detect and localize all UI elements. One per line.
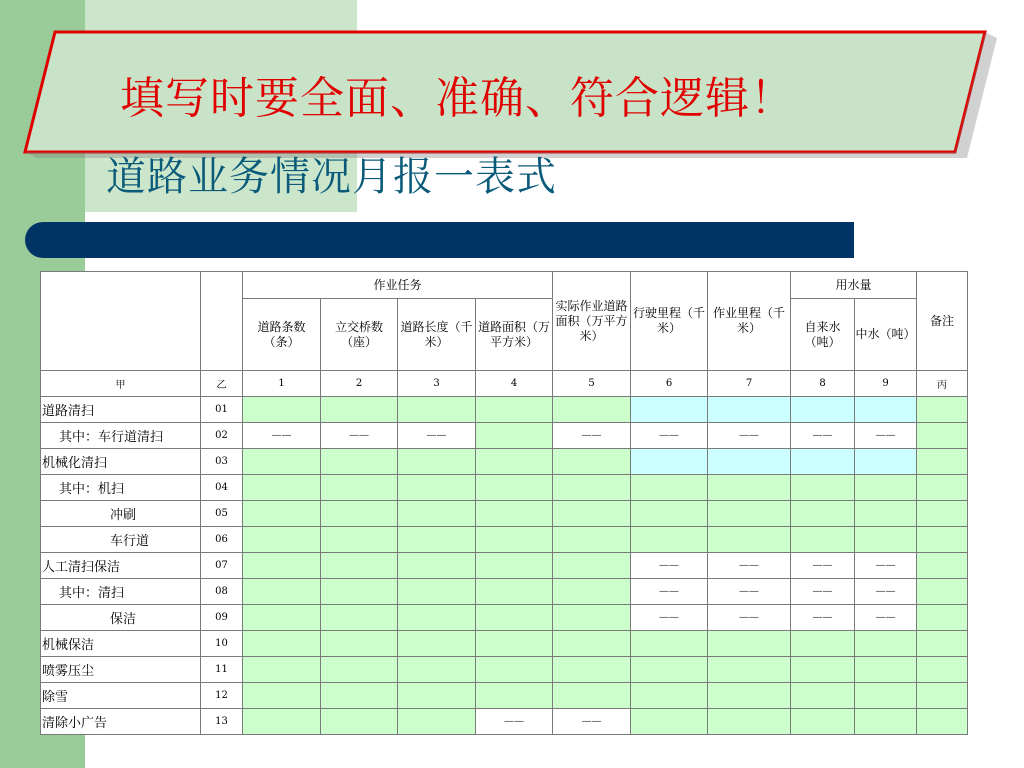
row-name: 保洁 bbox=[41, 605, 201, 631]
input-cell[interactable] bbox=[708, 631, 791, 657]
input-cell[interactable] bbox=[631, 657, 708, 683]
input-cell[interactable] bbox=[243, 475, 321, 501]
input-cell[interactable] bbox=[243, 631, 321, 657]
input-cell[interactable] bbox=[631, 709, 708, 735]
input-cell[interactable] bbox=[553, 631, 631, 657]
input-cell[interactable] bbox=[321, 397, 398, 423]
input-cell[interactable] bbox=[476, 449, 553, 475]
row-name: 道路清扫 bbox=[41, 397, 201, 423]
dash-cell[interactable]: —— bbox=[791, 605, 855, 631]
dash-cell[interactable]: —— bbox=[855, 579, 917, 605]
input-cell[interactable] bbox=[243, 397, 321, 423]
input-cell[interactable] bbox=[631, 527, 708, 553]
row-code: 05 bbox=[201, 501, 243, 527]
row-name: 机械化清扫 bbox=[41, 449, 201, 475]
input-cell[interactable] bbox=[855, 683, 917, 709]
input-cell[interactable] bbox=[321, 449, 398, 475]
dash-cell[interactable]: —— bbox=[476, 709, 553, 735]
index-cell: 5 bbox=[553, 371, 631, 397]
input-cell[interactable] bbox=[855, 397, 917, 423]
index-cell: 8 bbox=[791, 371, 855, 397]
index-cell: 2 bbox=[321, 371, 398, 397]
input-cell[interactable] bbox=[855, 657, 917, 683]
input-cell[interactable] bbox=[708, 657, 791, 683]
input-cell[interactable] bbox=[398, 553, 476, 579]
input-cell[interactable] bbox=[708, 527, 791, 553]
table-row bbox=[41, 709, 968, 735]
header-tap-water: 自来水（吨） bbox=[791, 299, 855, 371]
input-cell[interactable] bbox=[321, 475, 398, 501]
decor-bar bbox=[25, 222, 854, 258]
table-row bbox=[41, 605, 968, 631]
table-row bbox=[41, 553, 968, 579]
row-name: 其中：清扫 bbox=[41, 579, 201, 605]
input-cell[interactable] bbox=[243, 605, 321, 631]
input-cell[interactable] bbox=[476, 397, 553, 423]
dash-cell[interactable]: —— bbox=[631, 579, 708, 605]
input-cell[interactable] bbox=[708, 501, 791, 527]
dash-cell[interactable]: —— bbox=[553, 423, 631, 449]
input-cell[interactable] bbox=[708, 475, 791, 501]
input-cell[interactable] bbox=[917, 553, 968, 579]
input-cell[interactable] bbox=[855, 501, 917, 527]
row-name: 其中：车行道清扫 bbox=[41, 423, 201, 449]
input-cell[interactable] bbox=[321, 579, 398, 605]
row-name: 清除小广告 bbox=[41, 709, 201, 735]
input-cell[interactable] bbox=[791, 657, 855, 683]
table-row bbox=[41, 579, 968, 605]
input-cell[interactable] bbox=[398, 397, 476, 423]
header-drive-km: 行驶里程（千米） bbox=[631, 272, 708, 371]
input-cell[interactable] bbox=[321, 709, 398, 735]
table-row bbox=[41, 449, 968, 475]
input-cell[interactable] bbox=[243, 527, 321, 553]
input-cell[interactable] bbox=[917, 709, 968, 735]
input-cell[interactable] bbox=[791, 475, 855, 501]
input-cell[interactable] bbox=[476, 527, 553, 553]
dash-cell[interactable]: —— bbox=[708, 423, 791, 449]
dash-cell[interactable]: —— bbox=[791, 553, 855, 579]
index-cell: 3 bbox=[398, 371, 476, 397]
table-body bbox=[41, 397, 968, 735]
row-code: 08 bbox=[201, 579, 243, 605]
input-cell[interactable] bbox=[476, 475, 553, 501]
index-cell: 9 bbox=[855, 371, 917, 397]
input-cell[interactable] bbox=[917, 605, 968, 631]
header-water-group: 用水量 bbox=[791, 272, 917, 299]
row-code: 07 bbox=[201, 553, 243, 579]
index-cell: 乙 bbox=[201, 371, 243, 397]
header-work-km: 作业里程（千米） bbox=[708, 272, 791, 371]
row-code: 02 bbox=[201, 423, 243, 449]
row-name: 人工清扫保洁 bbox=[41, 553, 201, 579]
input-cell[interactable] bbox=[398, 475, 476, 501]
input-cell[interactable] bbox=[917, 475, 968, 501]
input-cell[interactable] bbox=[398, 579, 476, 605]
input-cell[interactable] bbox=[791, 527, 855, 553]
input-cell[interactable] bbox=[708, 683, 791, 709]
header-task-group: 作业任务 bbox=[243, 272, 553, 299]
dash-cell[interactable]: —— bbox=[855, 553, 917, 579]
input-cell[interactable] bbox=[631, 501, 708, 527]
row-code: 12 bbox=[201, 683, 243, 709]
dash-cell[interactable]: —— bbox=[398, 423, 476, 449]
input-cell[interactable] bbox=[791, 397, 855, 423]
input-cell[interactable] bbox=[321, 501, 398, 527]
dash-cell[interactable]: —— bbox=[855, 423, 917, 449]
row-code: 03 bbox=[201, 449, 243, 475]
header-blank-code bbox=[201, 272, 243, 371]
table-row bbox=[41, 475, 968, 501]
page-title: 道路业务情况月报一表式 bbox=[106, 154, 557, 200]
row-code: 13 bbox=[201, 709, 243, 735]
input-cell[interactable] bbox=[917, 527, 968, 553]
input-cell[interactable] bbox=[398, 631, 476, 657]
dash-cell[interactable]: —— bbox=[631, 423, 708, 449]
input-cell[interactable] bbox=[243, 501, 321, 527]
input-cell[interactable] bbox=[708, 709, 791, 735]
input-cell[interactable] bbox=[708, 449, 791, 475]
input-cell[interactable] bbox=[476, 657, 553, 683]
row-name: 除雪 bbox=[41, 683, 201, 709]
input-cell[interactable] bbox=[398, 527, 476, 553]
input-cell[interactable] bbox=[243, 709, 321, 735]
input-cell[interactable] bbox=[917, 631, 968, 657]
input-cell[interactable] bbox=[917, 449, 968, 475]
header-road-count: 道路条数（条） bbox=[243, 299, 321, 371]
input-cell[interactable] bbox=[917, 501, 968, 527]
dash-cell[interactable]: —— bbox=[708, 605, 791, 631]
input-cell[interactable] bbox=[476, 553, 553, 579]
input-cell[interactable] bbox=[855, 709, 917, 735]
input-cell[interactable] bbox=[243, 553, 321, 579]
input-cell[interactable] bbox=[917, 657, 968, 683]
input-cell[interactable] bbox=[398, 657, 476, 683]
header-actual-area: 实际作业道路面积（万平方米） bbox=[553, 272, 631, 371]
input-cell[interactable] bbox=[917, 423, 968, 449]
row-code: 04 bbox=[201, 475, 243, 501]
input-cell[interactable] bbox=[553, 527, 631, 553]
dash-cell[interactable]: —— bbox=[791, 423, 855, 449]
input-cell[interactable] bbox=[917, 397, 968, 423]
input-cell[interactable] bbox=[791, 709, 855, 735]
input-cell[interactable] bbox=[855, 475, 917, 501]
row-name: 车行道 bbox=[41, 527, 201, 553]
row-code: 09 bbox=[201, 605, 243, 631]
input-cell[interactable] bbox=[553, 553, 631, 579]
input-cell[interactable] bbox=[476, 501, 553, 527]
input-cell[interactable] bbox=[553, 397, 631, 423]
index-cell: 甲 bbox=[41, 371, 201, 397]
input-cell[interactable] bbox=[243, 657, 321, 683]
header-road-length: 道路长度（千米） bbox=[398, 299, 476, 371]
dash-cell[interactable]: —— bbox=[243, 423, 321, 449]
input-cell[interactable] bbox=[791, 501, 855, 527]
input-cell[interactable] bbox=[476, 423, 553, 449]
input-cell[interactable] bbox=[321, 657, 398, 683]
row-code: 10 bbox=[201, 631, 243, 657]
table-row bbox=[41, 423, 968, 449]
dash-cell[interactable]: —— bbox=[708, 579, 791, 605]
input-cell[interactable] bbox=[708, 397, 791, 423]
index-cell: 丙 bbox=[917, 371, 968, 397]
table-row bbox=[41, 527, 968, 553]
row-name: 冲刷 bbox=[41, 501, 201, 527]
input-cell[interactable] bbox=[476, 579, 553, 605]
input-cell[interactable] bbox=[476, 683, 553, 709]
row-name: 喷雾压尘 bbox=[41, 657, 201, 683]
input-cell[interactable] bbox=[791, 631, 855, 657]
header-remark: 备注 bbox=[917, 272, 968, 371]
header-blank-name bbox=[41, 272, 201, 371]
input-cell[interactable] bbox=[398, 709, 476, 735]
input-cell[interactable] bbox=[321, 527, 398, 553]
dash-cell[interactable]: —— bbox=[553, 709, 631, 735]
input-cell[interactable] bbox=[631, 397, 708, 423]
input-cell[interactable] bbox=[631, 631, 708, 657]
input-cell[interactable] bbox=[476, 631, 553, 657]
report-table bbox=[40, 271, 968, 735]
header-bridge-count: 立交桥数（座） bbox=[321, 299, 398, 371]
input-cell[interactable] bbox=[321, 605, 398, 631]
row-code: 11 bbox=[201, 657, 243, 683]
input-cell[interactable] bbox=[631, 475, 708, 501]
input-cell[interactable] bbox=[553, 449, 631, 475]
row-code: 01 bbox=[201, 397, 243, 423]
dash-cell[interactable]: —— bbox=[708, 553, 791, 579]
input-cell[interactable] bbox=[631, 683, 708, 709]
input-cell[interactable] bbox=[917, 579, 968, 605]
dash-cell[interactable]: —— bbox=[631, 605, 708, 631]
input-cell[interactable] bbox=[553, 605, 631, 631]
input-cell[interactable] bbox=[855, 631, 917, 657]
input-cell[interactable] bbox=[855, 527, 917, 553]
dash-cell[interactable]: —— bbox=[791, 579, 855, 605]
input-cell[interactable] bbox=[917, 683, 968, 709]
input-cell[interactable] bbox=[631, 449, 708, 475]
input-cell[interactable] bbox=[553, 579, 631, 605]
input-cell[interactable] bbox=[398, 449, 476, 475]
header-recycled-water: 中水（吨） bbox=[855, 299, 917, 371]
table-row bbox=[41, 397, 968, 423]
index-cell: 1 bbox=[243, 371, 321, 397]
input-cell[interactable] bbox=[553, 683, 631, 709]
row-name: 机械保洁 bbox=[41, 631, 201, 657]
table-row bbox=[41, 631, 968, 657]
header-road-area: 道路面积（万平方米） bbox=[476, 299, 553, 371]
input-cell[interactable] bbox=[855, 449, 917, 475]
input-cell[interactable] bbox=[476, 605, 553, 631]
table-row bbox=[41, 501, 968, 527]
banner-text: 填写时要全面、准确、符合逻辑！ bbox=[120, 73, 795, 124]
input-cell[interactable] bbox=[321, 553, 398, 579]
index-cell: 4 bbox=[476, 371, 553, 397]
index-row bbox=[41, 371, 968, 397]
input-cell[interactable] bbox=[553, 501, 631, 527]
input-cell[interactable] bbox=[243, 449, 321, 475]
input-cell[interactable] bbox=[243, 683, 321, 709]
input-cell[interactable] bbox=[553, 657, 631, 683]
input-cell[interactable] bbox=[398, 683, 476, 709]
index-cell: 6 bbox=[631, 371, 708, 397]
input-cell[interactable] bbox=[398, 605, 476, 631]
input-cell[interactable] bbox=[243, 579, 321, 605]
input-cell[interactable] bbox=[321, 683, 398, 709]
input-cell[interactable] bbox=[553, 475, 631, 501]
dash-cell[interactable]: —— bbox=[631, 553, 708, 579]
table-row bbox=[41, 683, 968, 709]
input-cell[interactable] bbox=[321, 631, 398, 657]
input-cell[interactable] bbox=[791, 683, 855, 709]
index-cell: 7 bbox=[708, 371, 791, 397]
input-cell[interactable] bbox=[398, 501, 476, 527]
dash-cell[interactable]: —— bbox=[855, 605, 917, 631]
dash-cell[interactable]: —— bbox=[321, 423, 398, 449]
row-code: 06 bbox=[201, 527, 243, 553]
input-cell[interactable] bbox=[791, 449, 855, 475]
row-name: 其中：机扫 bbox=[41, 475, 201, 501]
table-row bbox=[41, 657, 968, 683]
